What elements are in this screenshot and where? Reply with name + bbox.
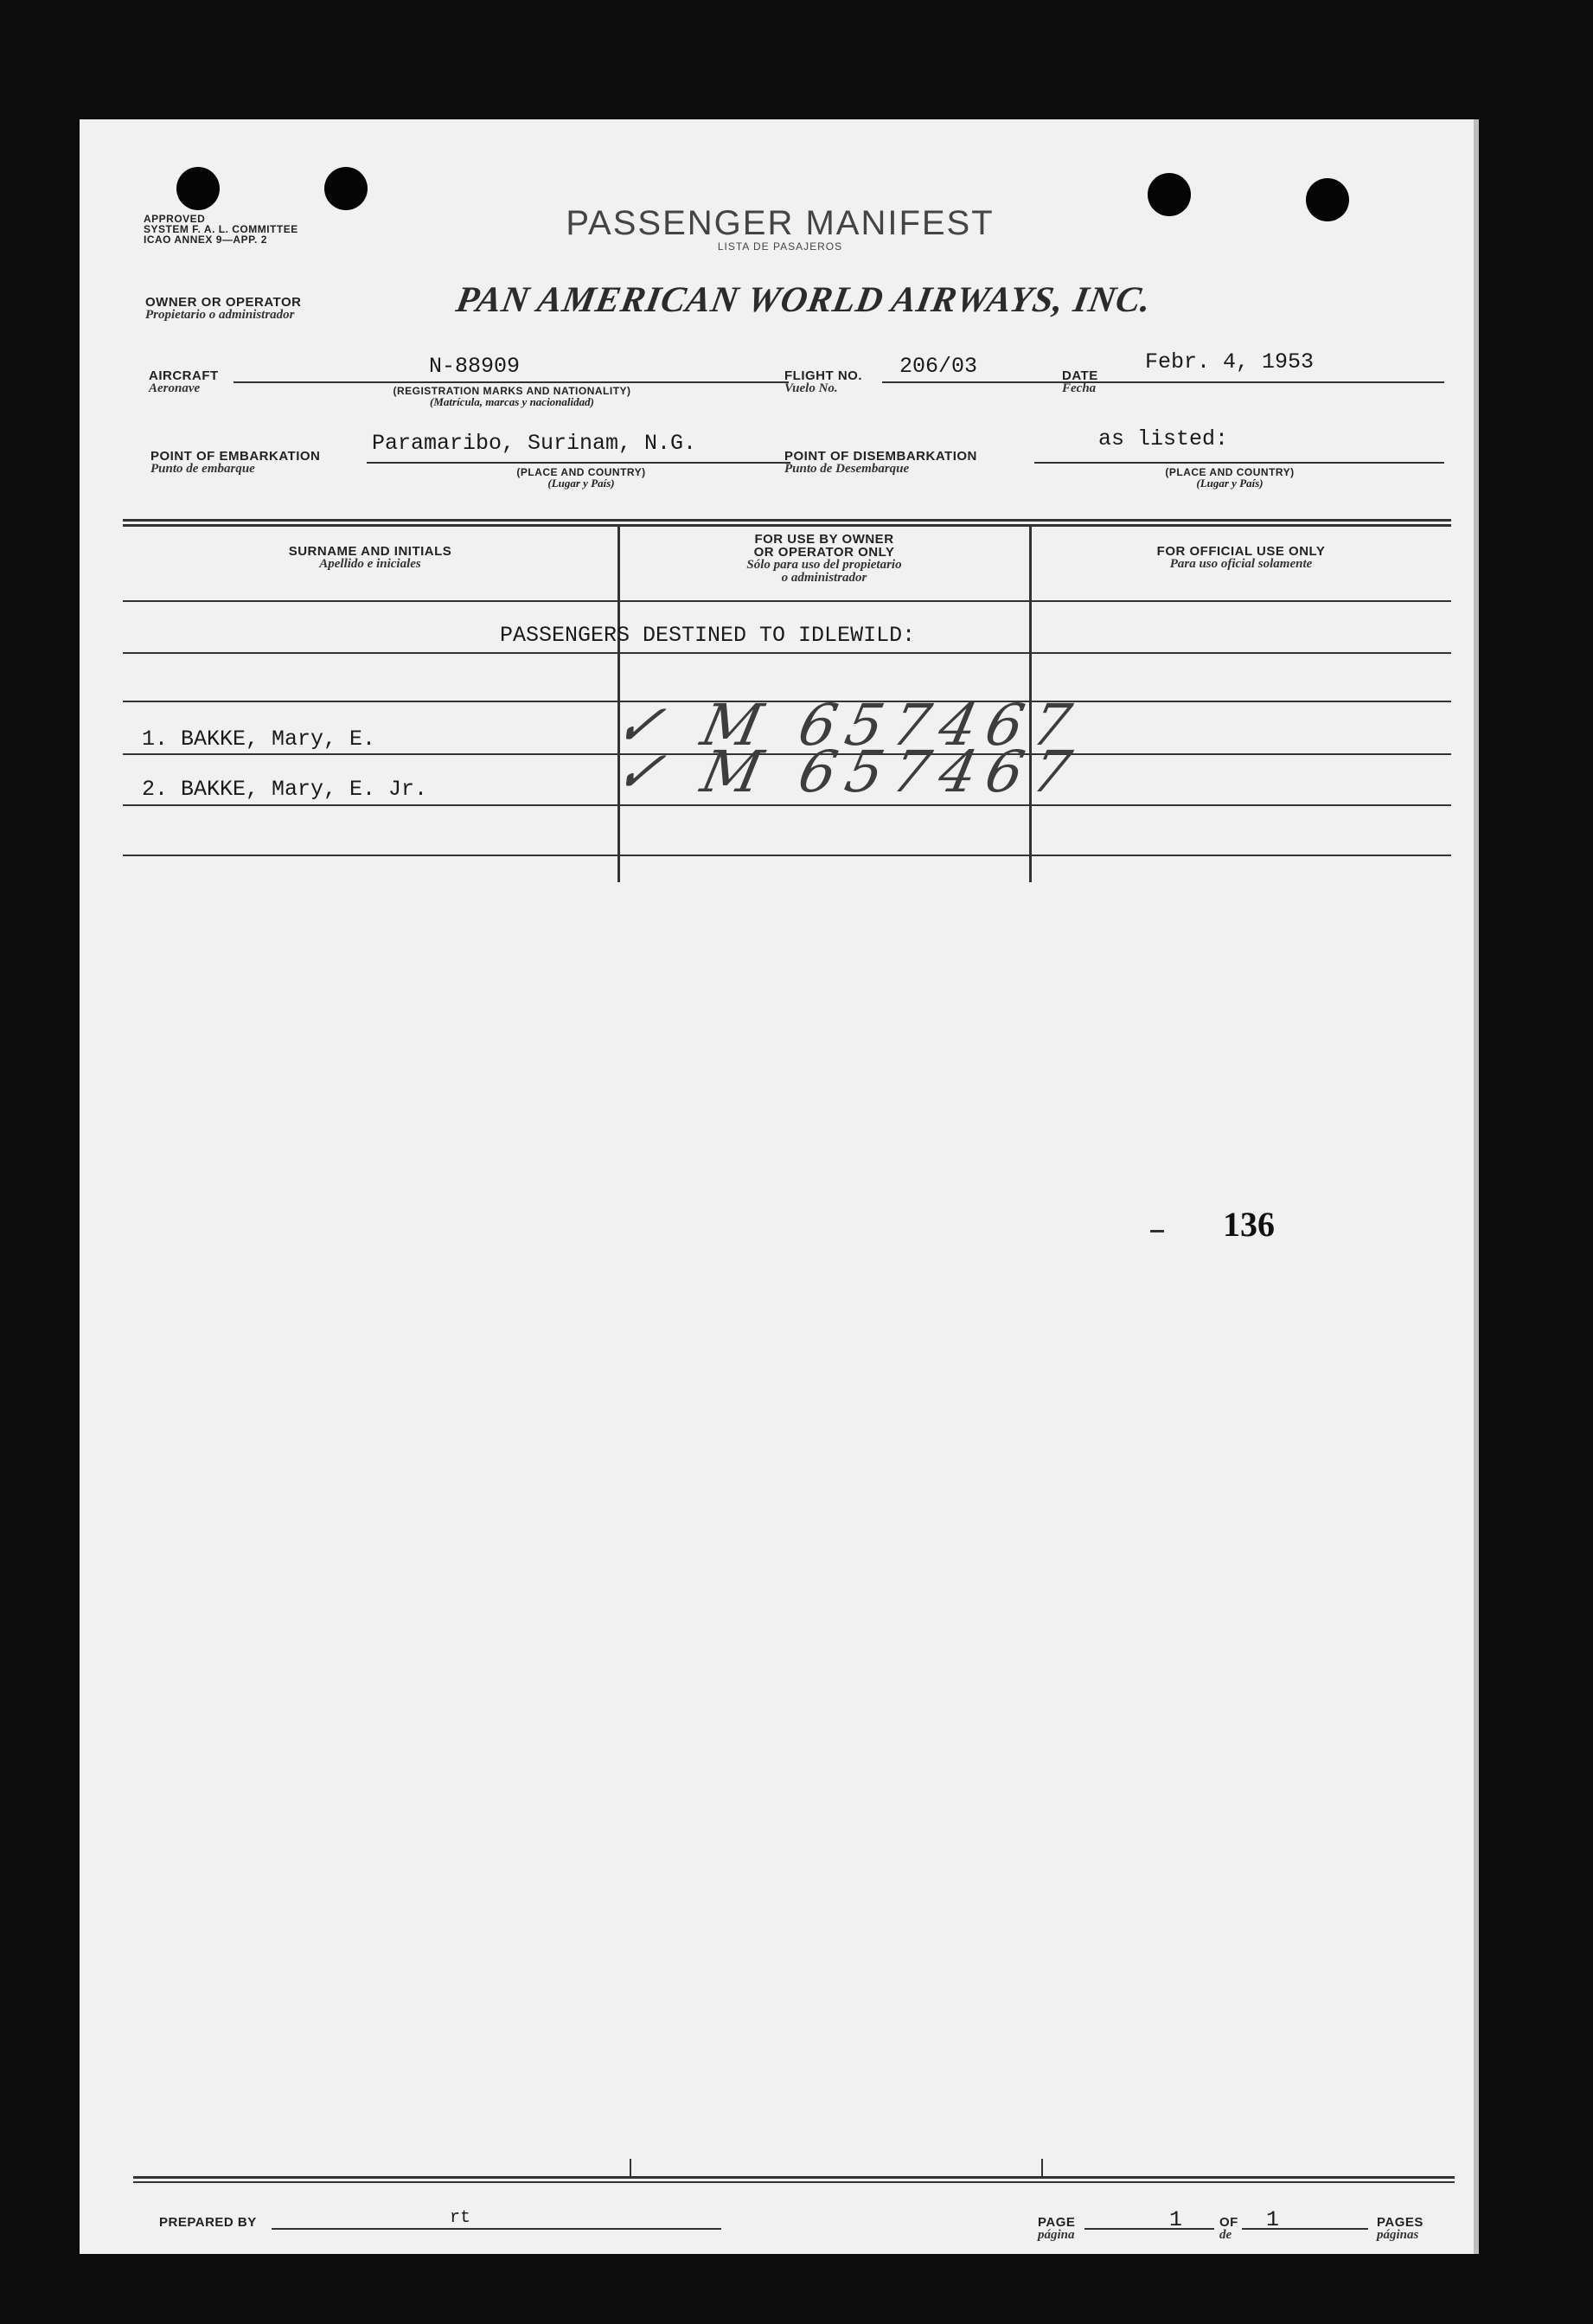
page-label-block [1038, 2216, 1075, 2242]
passenger-row-1-name: 1. BAKKE, Mary, E. [142, 727, 376, 752]
of-line [1242, 2228, 1368, 2230]
footer-tick-2 [1041, 2159, 1043, 2176]
date-label-es: Fecha [1062, 381, 1097, 395]
aircraft-label-es: Aeronave [149, 381, 201, 395]
pages-label-block [1377, 2216, 1423, 2242]
owner-label-es: Propietario o administrador [145, 308, 295, 322]
footer-rule-2 [133, 2181, 1455, 2183]
owner-label: OWNER OR OPERATOR [145, 295, 302, 310]
aircraft-label: AIRCRAFT [149, 368, 219, 383]
approved-line-1: APPROVED [144, 213, 206, 225]
of-label: OF [1219, 2215, 1238, 2230]
passenger-row-2-annotation: ✓ M 657467 [608, 739, 1088, 805]
page-value: 1 [1169, 2207, 1183, 2232]
table-top-rule-1 [123, 519, 1451, 522]
col1-header [123, 545, 617, 571]
disembark-note-es: (Lugar y País) [1196, 477, 1264, 490]
disembark-note: (PLACE AND COUNTRY) [1165, 466, 1295, 478]
disembark-value: as listed: [1098, 426, 1229, 451]
sheet-edge [1474, 119, 1479, 2254]
pages-label: PAGES [1377, 2215, 1423, 2230]
col3-header-label: FOR OFFICIAL USE ONLY [1156, 544, 1326, 559]
col2-header-es-2: o administrador [781, 571, 867, 585]
embark-label-es: Punto de embarque [150, 462, 255, 476]
disembark-label: POINT OF DISEMBARKATION [784, 449, 977, 464]
disembark-note-block [1117, 467, 1342, 489]
prepared-label: PREPARED BY [159, 2215, 257, 2230]
flight-label-es: Vuelo No. [784, 381, 838, 395]
aircraft-line [234, 381, 789, 383]
col2-header-line-1: FOR USE BY OWNER [754, 532, 894, 547]
stamp-number: 136 [1223, 1205, 1275, 1244]
owner-label-block [145, 296, 301, 322]
date-value: Febr. 4, 1953 [1145, 349, 1315, 375]
approved-block [144, 214, 298, 245]
aircraft-note-es: (Matrícula, marcas y nacionalidad) [430, 395, 594, 408]
of-value: 1 [1266, 2207, 1280, 2232]
embark-note-es: (Lugar y País) [547, 477, 615, 490]
flight-line [882, 381, 1142, 383]
date-label: DATE [1062, 368, 1098, 383]
page-title-es: LISTA DE PASAJEROS [717, 240, 843, 253]
date-line [1107, 381, 1444, 383]
aircraft-value: N-88909 [429, 354, 521, 379]
embark-label-block [150, 450, 320, 476]
aircraft-label-block [149, 369, 219, 395]
flight-value: 206/03 [899, 354, 978, 379]
page-title: PASSENGER MANIFEST [566, 204, 995, 242]
approved-line-2: SYSTEM F. A. L. COMMITTEE [144, 223, 298, 235]
disembark-line [1034, 462, 1444, 464]
punch-hole-2 [324, 167, 368, 210]
footer-rule-1 [133, 2176, 1455, 2179]
prepared-label-block [159, 2216, 257, 2229]
flight-label: FLIGHT NO. [784, 368, 862, 383]
pages-label-es: páginas [1377, 2228, 1419, 2242]
embark-note: (PLACE AND COUNTRY) [516, 466, 646, 478]
prepared-line [272, 2228, 721, 2230]
punch-hole-3 [1148, 173, 1191, 216]
col2-header [619, 533, 1029, 585]
punch-hole-1 [176, 167, 220, 210]
flight-label-block [784, 369, 862, 395]
aircraft-note: (REGISTRATION MARKS AND NATIONALITY) [393, 385, 631, 397]
passenger-row-2-name: 2. BAKKE, Mary, E. Jr. [142, 777, 428, 802]
table-header-rule [123, 600, 1451, 602]
disembark-label-es: Punto de Desembarque [784, 462, 910, 476]
disembark-label-block [784, 450, 977, 476]
table-row-rule-1 [123, 652, 1451, 654]
col3-header [1031, 545, 1451, 571]
stamp-dash [1150, 1230, 1164, 1232]
embark-line [367, 462, 790, 464]
title-block [529, 206, 1031, 253]
section-heading: PASSENGERS DESTINED TO IDLEWILD: [500, 623, 916, 648]
punch-hole-4 [1306, 178, 1349, 221]
embark-note-block [469, 467, 694, 489]
col2-header-line-2: OR OPERATOR ONLY [753, 545, 895, 560]
embark-label: POINT OF EMBARKATION [150, 449, 321, 464]
approved-line-3: ICAO ANNEX 9—APP. 2 [144, 234, 267, 246]
page-label-es: página [1038, 2228, 1075, 2242]
page-line [1084, 2228, 1214, 2230]
embark-value: Paramaribo, Surinam, N.G. [372, 431, 697, 456]
col1-header-label: SURNAME AND INITIALS [288, 544, 452, 559]
col1-header-es: Apellido e iniciales [319, 557, 421, 571]
table-top-rule-2 [123, 524, 1451, 527]
table-row-rule-5 [123, 855, 1451, 856]
footer-tick-1 [630, 2159, 631, 2176]
of-label-es: de [1219, 2228, 1232, 2242]
passenger-row-1-annotation: ✓ M 657467 [608, 692, 1088, 759]
prepared-value: rt [450, 2208, 471, 2228]
manifest-sheet [80, 119, 1479, 2254]
owner-value: PAN AMERICAN WORLD AIRWAYS, INC. [452, 280, 1155, 320]
page-label: PAGE [1038, 2215, 1076, 2230]
col2-header-es-1: Sólo para uso del propietario [746, 558, 902, 572]
of-label-block [1219, 2216, 1238, 2242]
col3-header-es: Para uso oficial solamente [1169, 557, 1313, 571]
date-label-block [1062, 369, 1098, 395]
aircraft-note-block [365, 386, 659, 407]
